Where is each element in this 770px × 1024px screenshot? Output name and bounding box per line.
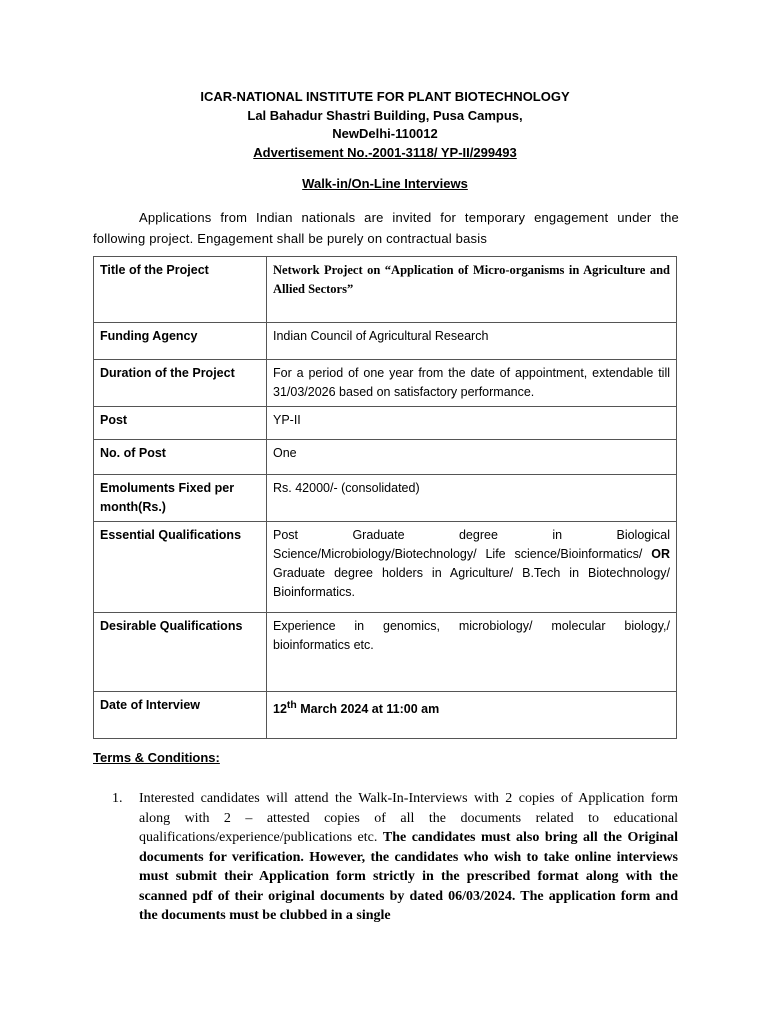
essential-qualification-part-2: Graduate degree holders in Agriculture/ B.Tech in Biotechnology/ Bioinformatics.: [273, 566, 670, 599]
interview-date-day: 12: [273, 702, 287, 717]
intro-paragraph: [93, 207, 679, 249]
table-row: [94, 407, 677, 440]
list-item-number: 1.: [112, 791, 123, 806]
number-of-posts-label: No. of Post: [94, 440, 267, 475]
table-row: [94, 613, 677, 692]
list-item-text: [139, 789, 678, 926]
address-line-2: NewDelhi-110012: [332, 126, 438, 141]
table-row: [94, 323, 677, 360]
funding-agency-value: Indian Council of Agricultural Research: [267, 323, 677, 360]
document-header: [0, 88, 770, 162]
emoluments-label: Emoluments Fixed per month(Rs.): [94, 475, 267, 522]
advertisement-number: Advertisement No.-2001-3118/ YP-II/299493: [253, 144, 517, 160]
term-1-normal-text: Interested candidates will attend the Walk-In-Interviews with 2 copies of Application form along with 2 – attested copies of all the documents related to educational qualifications/experience/publications etc.: [139, 791, 678, 845]
project-title-label: Title of the Project: [94, 257, 267, 323]
funding-agency-label: Funding Agency: [94, 323, 267, 360]
desirable-qualifications-label: Desirable Qualifications: [94, 613, 267, 692]
post-value: YP-II: [267, 407, 677, 440]
list-item: [112, 789, 678, 926]
table-row: [94, 475, 677, 522]
intro-line-2: following project. Engagement shall be purely on contractual basis: [93, 231, 488, 246]
emoluments-value: Rs. 42000/- (consolidated): [267, 475, 677, 522]
project-title-value: Network Project on “Application of Micro-organisms in Agriculture and Allied Sectors”: [267, 257, 677, 323]
terms-heading: Terms & Conditions:: [93, 750, 220, 765]
desirable-qualifications-value: Experience in genomics, microbiology/ molecular biology,/ bioinformatics etc.: [267, 613, 677, 692]
interview-date-value: [267, 692, 677, 739]
walkin-title: Walk-in/On-Line Interviews: [302, 176, 468, 191]
essential-qualifications-value: [267, 522, 677, 613]
essential-or-keyword: OR: [651, 547, 670, 561]
essential-qualifications-label: Essential Qualifications: [94, 522, 267, 613]
essential-qualification-part-1: Post Graduate degree in Biological Science/Microbiology/Biotechnology/ Life science/Bioinformatics/: [273, 528, 670, 561]
interview-date-rest: March 2024 at 11:00 am: [300, 702, 440, 717]
interview-date-label: Date of Interview: [94, 692, 267, 739]
table-row: [94, 360, 677, 407]
table-row: [94, 257, 677, 323]
interview-date-suffix: th: [286, 700, 297, 711]
intro-line-1: Applications from Indian nationals are invited for temporary engagement under the: [139, 210, 679, 225]
project-details-table: [93, 256, 677, 739]
duration-label: Duration of the Project: [94, 360, 267, 407]
number-of-posts-value: One: [267, 440, 677, 475]
post-label: Post: [94, 407, 267, 440]
table-row: [94, 440, 677, 475]
term-1-bold-text: The candidates must also bring all the Original documents for verification. However, the candidates who wish to take online interviews must submit their Application form strictly in the prescribed format along with the scanned pdf of their original documents by dated 06/03/2024. The application form and the documents must be clubbed in a single: [139, 830, 679, 923]
address-line-1: Lal Bahadur Shastri Building, Pusa Campus,: [247, 107, 523, 123]
institute-name: ICAR-NATIONAL INSTITUTE FOR PLANT BIOTECHNOLOGY: [200, 89, 570, 104]
table-row: [94, 692, 677, 739]
table-row: [94, 522, 677, 613]
duration-value: For a period of one year from the date of appointment, extendable till 31/03/2026 based on satisfactory performance.: [267, 360, 677, 407]
